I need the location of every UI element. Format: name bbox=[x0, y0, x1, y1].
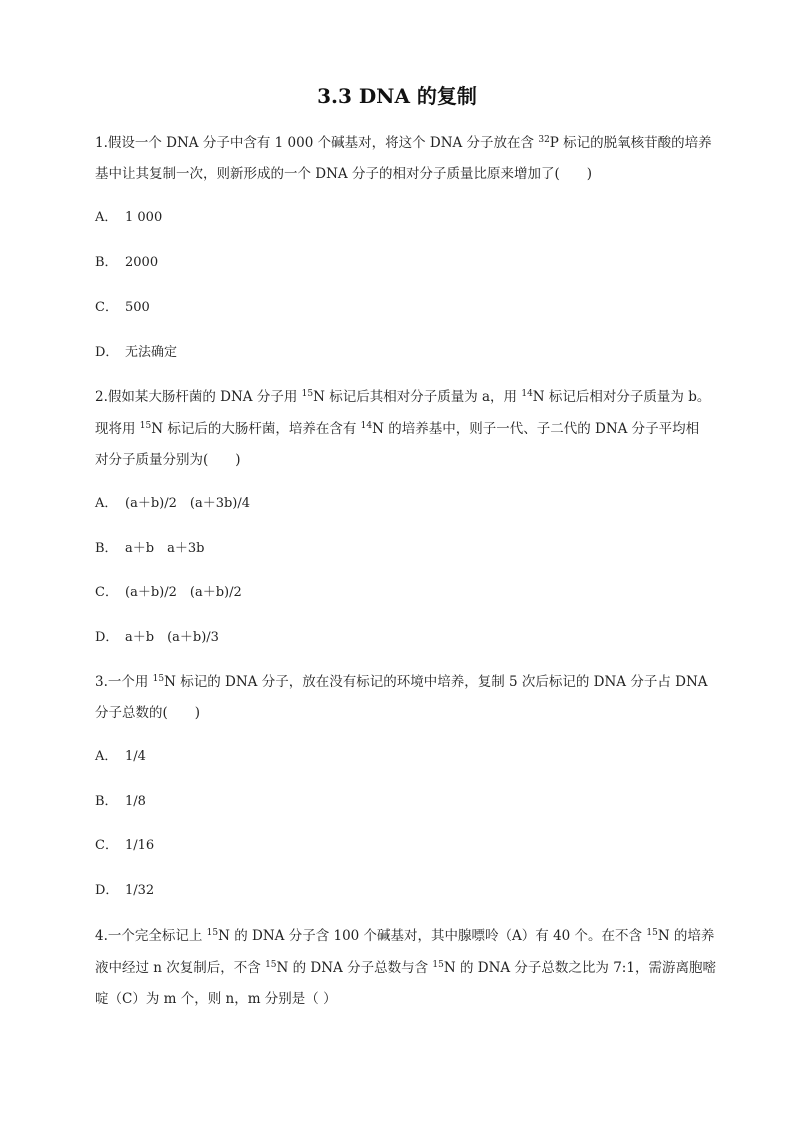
question-text: 基中让其复制一次，则新形成的一个 DNA 分子的相对分子质量比原来增加了( ) bbox=[95, 166, 593, 182]
page-title: 3.3 DNA 的复制 bbox=[317, 84, 477, 108]
question-text: 对分子质量分别为( ) bbox=[95, 452, 241, 468]
isotope-superscript: 15 bbox=[301, 389, 314, 399]
option-text: a＋b a＋3b bbox=[125, 541, 205, 556]
question-text: 分子总数的( ) bbox=[95, 705, 201, 721]
isotope-superscript: 15 bbox=[152, 674, 165, 684]
question-text: 3.一个用 bbox=[95, 674, 153, 690]
option-letter: B． bbox=[95, 255, 118, 270]
isotope-superscript: 15 bbox=[206, 928, 219, 938]
question-text: N 标记的 DNA 分子，放在没有标记的环境中培养，复制 5 次后标记的 DNA 分子占 DNA bbox=[164, 674, 708, 690]
question-2-option-a[interactable] bbox=[95, 494, 250, 514]
option-letter: A． bbox=[95, 496, 118, 511]
option-text: 1/4 bbox=[125, 749, 146, 764]
isotope-superscript: 15 bbox=[432, 960, 444, 970]
question-text: N 标记后相对分子质量为 b。 bbox=[532, 389, 711, 405]
option-text: 1/16 bbox=[125, 838, 155, 853]
question-1-option-d[interactable] bbox=[95, 343, 177, 363]
option-text: 1/32 bbox=[125, 883, 155, 898]
question-text: 啶（C）为 m 个，则 n，m 分别是（ ） bbox=[95, 991, 337, 1007]
option-text: a＋b (a＋b)/3 bbox=[125, 630, 219, 645]
question-3-line bbox=[95, 703, 715, 723]
question-text: 现将用 bbox=[95, 421, 140, 437]
option-text: 1 000 bbox=[125, 210, 163, 225]
option-text: 2000 bbox=[125, 255, 159, 270]
question-text: N 的 DNA 分子含 100 个碱基对，其中腺嘌呤（A）有 40 个。在不含 bbox=[218, 928, 647, 944]
question-2-line bbox=[95, 450, 715, 470]
isotope-superscript: 32 bbox=[538, 135, 550, 145]
question-text: N 的培养 bbox=[657, 928, 715, 944]
question-2-line bbox=[95, 419, 715, 439]
isotope-superscript: 15 bbox=[265, 960, 277, 970]
question-text: N 的培养基中，则子一代、子二代的 DNA 分子平均相 bbox=[372, 421, 700, 437]
question-1-option-a[interactable] bbox=[95, 208, 162, 228]
question-text: N 标记后其相对分子质量为 a，用 bbox=[313, 389, 522, 405]
question-2-option-b[interactable] bbox=[95, 539, 204, 559]
question-3-option-b[interactable] bbox=[95, 792, 146, 812]
question-1-option-c[interactable] bbox=[95, 298, 150, 318]
question-2-option-d[interactable] bbox=[95, 628, 219, 648]
option-text: 无法确定 bbox=[125, 345, 178, 360]
question-4-line bbox=[95, 989, 715, 1009]
option-text: 500 bbox=[125, 300, 150, 315]
question-text: 2.假如某大肠杆菌的 DNA 分子用 bbox=[95, 389, 302, 405]
option-letter: D． bbox=[95, 630, 119, 645]
isotope-superscript: 14 bbox=[521, 389, 533, 399]
option-text: (a＋b)/2 (a＋b)/2 bbox=[125, 585, 242, 600]
option-letter: A． bbox=[95, 210, 118, 225]
question-3-option-c[interactable] bbox=[95, 836, 154, 856]
question-text: N 标记后的大肠杆菌，培养在含有 bbox=[151, 421, 361, 437]
option-letter: C． bbox=[95, 585, 118, 600]
question-text: 4.一个完全标记上 bbox=[95, 928, 207, 944]
question-text: 1.假设一个 DNA 分子中含有 1 000 个碱基对，将这个 DNA 分子放在含 bbox=[95, 135, 539, 151]
option-letter: B． bbox=[95, 541, 118, 556]
option-text: 1/8 bbox=[125, 794, 146, 809]
question-2-line bbox=[95, 387, 715, 407]
option-letter: B． bbox=[95, 794, 118, 809]
question-4-line bbox=[95, 926, 715, 946]
isotope-superscript: 15 bbox=[646, 928, 658, 938]
question-3-line bbox=[95, 672, 715, 692]
question-text: 液中经过 n 次复制后，不含 bbox=[95, 960, 266, 976]
question-text: P 标记的脱氧核苷酸的培养 bbox=[549, 135, 712, 151]
isotope-superscript: 15 bbox=[139, 421, 152, 431]
option-letter: D． bbox=[95, 345, 119, 360]
option-text: (a＋b)/2 (a＋3b)/4 bbox=[125, 496, 251, 511]
question-3-option-a[interactable] bbox=[95, 747, 146, 767]
question-text: N 的 DNA 分子总数与含 bbox=[276, 960, 433, 976]
option-letter: D． bbox=[95, 883, 119, 898]
question-1-option-b[interactable] bbox=[95, 253, 158, 273]
option-letter: C． bbox=[95, 300, 118, 315]
question-2-option-c[interactable] bbox=[95, 583, 242, 603]
question-3-option-d[interactable] bbox=[95, 881, 154, 901]
question-4-line bbox=[95, 958, 715, 978]
option-letter: A． bbox=[95, 749, 118, 764]
isotope-superscript: 14 bbox=[360, 421, 373, 431]
option-letter: C． bbox=[95, 838, 118, 853]
question-text: N 的 DNA 分子总数之比为 7:1，需游离胞嘧 bbox=[443, 960, 716, 976]
question-1-line bbox=[95, 164, 715, 184]
question-1-line bbox=[95, 133, 715, 153]
